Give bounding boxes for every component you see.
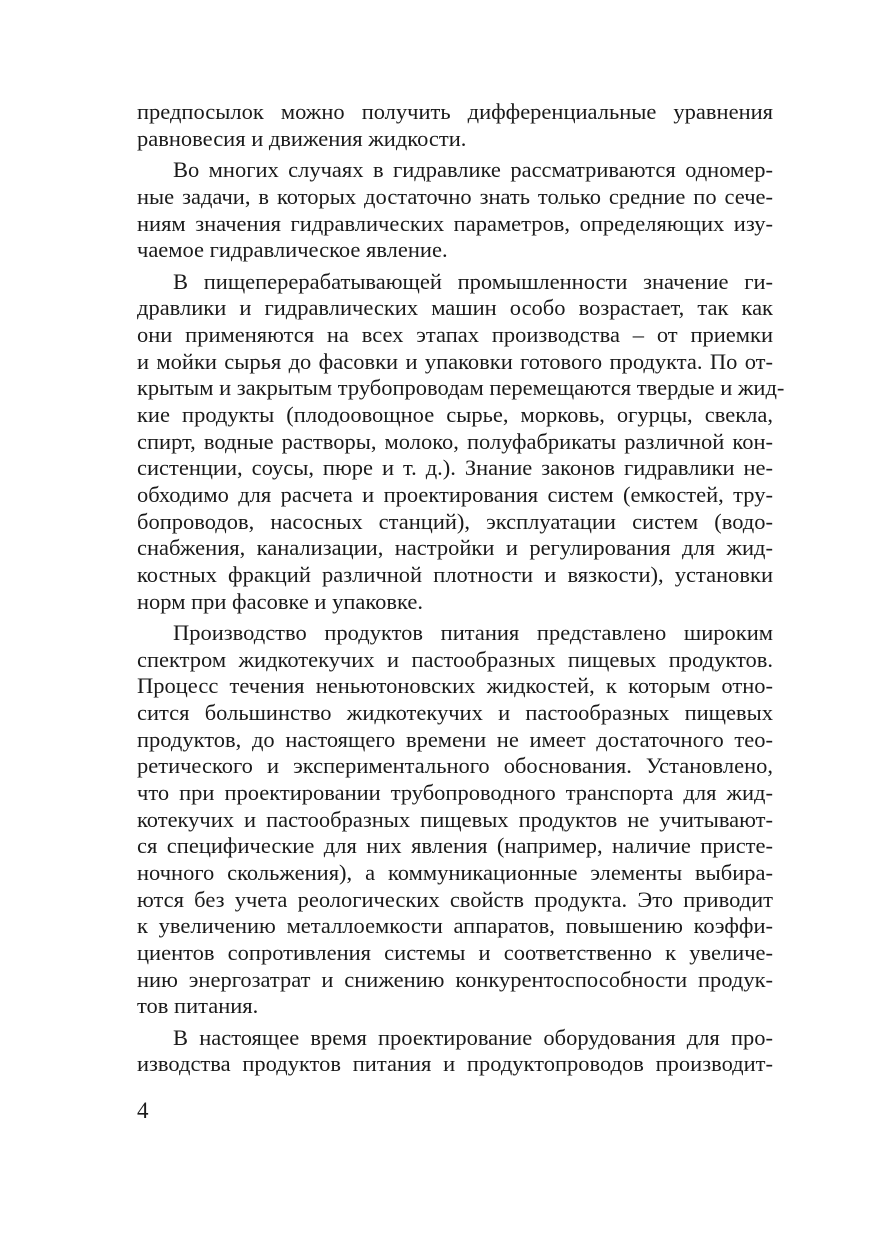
text-line: равновесия и движения жидкости.: [137, 125, 467, 151]
paragraph: [137, 99, 773, 152]
text-line: норм при фасовке и упаковке.: [137, 588, 424, 614]
text-line: костных фракций различной плотности и вязкости), установки: [137, 561, 773, 587]
text-line: Процесс течения неньютоновских жидкостей, к которым отно-: [137, 673, 773, 699]
text-line: В пищеперерабатывающей промышленности значение ги-: [173, 268, 773, 294]
paragraph: [137, 620, 773, 1020]
text-line: циентов сопротивления системы и соответственно к увеличе-: [137, 939, 773, 965]
text-line: крытым и закрытым трубопроводам перемещаются твердые и жид-: [137, 375, 785, 401]
text-line: систенции, соусы, пюре и т. д.). Знание законов гидравлики не-: [137, 455, 773, 481]
text-line: спирт, водные растворы, молоко, полуфабрикаты различной кон-: [137, 428, 773, 454]
text-line: Во многих случаях в гидравлике рассматриваются одномер-: [173, 157, 773, 183]
text-line: снабжения, канализации, настройки и регулирования для жид-: [137, 535, 773, 561]
text-line: ются без учета реологических свойств продукта. Это приводит: [137, 886, 773, 912]
text-line: к увеличению металлоемкости аппаратов, повышению коэффи-: [137, 913, 773, 939]
text-line: ниям значения гидравлических параметров, определяющих изу-: [137, 210, 773, 236]
text-line: сится большинство жидкотекучих и пастообразных пищевых: [137, 700, 773, 726]
page-number: 4: [137, 1098, 149, 1123]
body-text: [137, 99, 785, 1078]
text-line: чаемое гидравлическое явление.: [137, 237, 448, 263]
text-line: обходимо для расчета и проектирования систем (емкостей, тру-: [137, 481, 773, 507]
text-line: ся специфические для них явления (например, наличие присте-: [137, 833, 773, 859]
text-line: дравлики и гидравлических машин особо возрастает, так как: [137, 295, 773, 321]
text-line: нию энергозатрат и снижению конкурентоспособности продук-: [137, 966, 773, 992]
text-line: продуктов, до настоящего времени не имеет достаточного тео-: [137, 726, 773, 752]
text-line: ретического и экспериментального обоснования. Установлено,: [137, 753, 773, 779]
text-line: ночного скольжения), а коммуникационные элементы выбира-: [137, 859, 773, 885]
text-line: кие продукты (плодоовощное сырье, морковь, огурцы, свекла,: [137, 402, 773, 428]
text-line: тов питания.: [137, 993, 259, 1019]
text-line: и мойки сырья до фасовки и упаковки готового продукта. По от-: [137, 348, 773, 374]
paragraph: [137, 268, 785, 615]
text-line: Производство продуктов питания представлено широким: [173, 620, 773, 646]
text-line: что при проектировании трубопроводного транспорта для жид-: [137, 780, 773, 806]
text-line: ные задачи, в которых достаточно знать только средние по сече-: [137, 183, 773, 209]
text-line: спектром жидкотекучих и пастообразных пищевых продуктов.: [137, 646, 773, 672]
text-line: котекучих и пастообразных пищевых продуктов не учитывают-: [137, 806, 773, 832]
text-line: В настоящее время проектирование оборудования для про-: [173, 1024, 773, 1050]
paragraph: [137, 1025, 773, 1078]
text-line: они применяются на всех этапах производства – от приемки: [137, 322, 773, 348]
text-line: предпосылок можно получить дифференциальные уравнения: [137, 99, 773, 124]
text-line: бопроводов, насосных станций), эксплуатации систем (водо-: [137, 508, 773, 534]
paragraph: [137, 157, 773, 264]
text-line: изводства продуктов питания и продуктопроводов производит-: [137, 1051, 773, 1077]
